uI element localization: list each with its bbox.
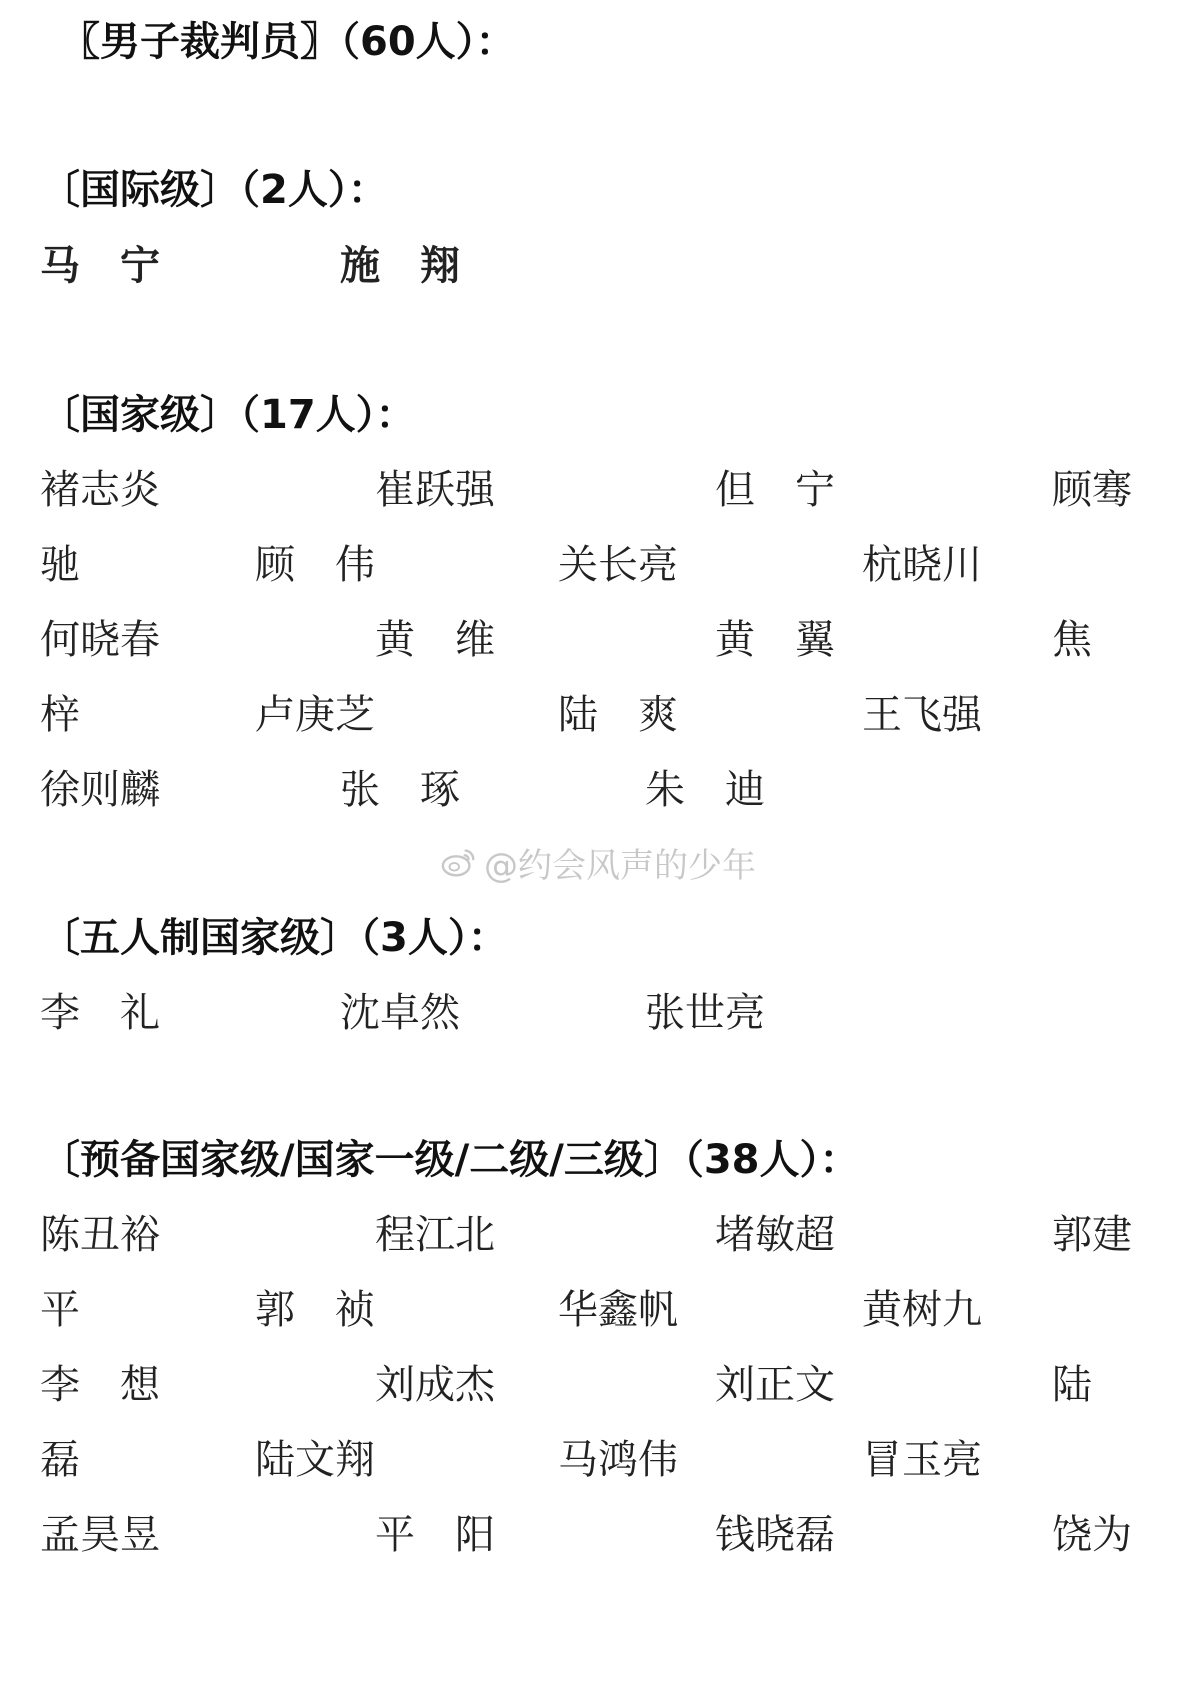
section-heading-international: 〔国际级〕（2人）： bbox=[40, 167, 388, 213]
referee-name: 陈丑裕 bbox=[40, 1212, 160, 1258]
referee-name: 陆 爽 bbox=[558, 692, 678, 738]
watermark-text: @约会风声的少年 bbox=[484, 845, 756, 886]
referee-name: 刘成杰 bbox=[375, 1362, 495, 1408]
referee-name: 驰 bbox=[40, 542, 80, 588]
referee-name: 堵敏超 bbox=[715, 1212, 835, 1258]
referee-name: 沈卓然 bbox=[340, 990, 460, 1036]
referee-name: 程江北 bbox=[375, 1212, 495, 1258]
referee-name: 崔跃强 bbox=[375, 467, 495, 513]
name-row bbox=[0, 760, 1179, 820]
referee-name: 徐则麟 bbox=[40, 767, 160, 813]
section-heading-line bbox=[0, 1130, 1179, 1190]
referee-name: 卢庚芝 bbox=[255, 692, 375, 738]
name-row bbox=[0, 460, 1179, 520]
name-row bbox=[0, 1505, 1179, 1565]
referee-name: 孟昊昱 bbox=[40, 1512, 160, 1558]
referee-name: 郭建 bbox=[1052, 1212, 1132, 1258]
page-title: 〖男子裁判员〗（60人）： bbox=[60, 19, 516, 65]
referee-name: 张世亮 bbox=[645, 990, 765, 1036]
section-heading-line bbox=[0, 908, 1179, 968]
referee-name: 黄树九 bbox=[862, 1287, 982, 1333]
referee-name: 冒玉亮 bbox=[862, 1437, 982, 1483]
section-heading-line bbox=[0, 160, 1179, 220]
name-row bbox=[0, 1205, 1179, 1265]
referee-name: 褚志炎 bbox=[40, 467, 160, 513]
name-row bbox=[0, 610, 1179, 670]
referee-name: 李 想 bbox=[40, 1362, 160, 1408]
referee-name: 郭 祯 bbox=[255, 1287, 375, 1333]
referee-name: 刘正文 bbox=[715, 1362, 835, 1408]
name-row bbox=[0, 1430, 1179, 1490]
name-row bbox=[0, 535, 1179, 595]
section-heading-futsal: 〔五人制国家级〕（3人）： bbox=[40, 915, 508, 961]
referee-name: 饶为 bbox=[1052, 1512, 1132, 1558]
name-row bbox=[0, 983, 1179, 1043]
referee-name: 陆文翔 bbox=[255, 1437, 375, 1483]
referee-name: 梓 bbox=[40, 692, 80, 738]
referee-name: 焦 bbox=[1052, 617, 1092, 663]
section-heading-reserve: 〔预备国家级/国家一级/二级/三级〕（38人）： bbox=[40, 1137, 860, 1183]
weibo-logo-icon bbox=[440, 843, 478, 881]
name-row bbox=[0, 685, 1179, 745]
section-heading-line bbox=[0, 385, 1179, 445]
section-heading-national: 〔国家级〕（17人）： bbox=[40, 392, 416, 438]
referee-name: 陆 bbox=[1052, 1362, 1092, 1408]
referee-name: 关长亮 bbox=[558, 542, 678, 588]
referee-name: 平 bbox=[40, 1287, 80, 1333]
name-row bbox=[0, 1355, 1179, 1415]
title-line bbox=[0, 12, 1179, 72]
referee-name: 杭晓川 bbox=[862, 542, 982, 588]
referee-name: 施 翔 bbox=[340, 243, 460, 289]
referee-name: 顾骞 bbox=[1052, 467, 1132, 513]
referee-name: 顾 伟 bbox=[255, 542, 375, 588]
referee-name: 钱晓磊 bbox=[715, 1512, 835, 1558]
referee-name: 平 阳 bbox=[375, 1512, 495, 1558]
name-row bbox=[0, 236, 1179, 296]
referee-name: 黄 维 bbox=[375, 617, 495, 663]
referee-name: 张 琢 bbox=[340, 767, 460, 813]
referee-name: 何晓春 bbox=[40, 617, 160, 663]
watermark bbox=[440, 837, 756, 887]
referee-name: 磊 bbox=[40, 1437, 80, 1483]
referee-name: 但 宁 bbox=[715, 467, 835, 513]
referee-name: 李 礼 bbox=[40, 990, 160, 1036]
referee-name: 华鑫帆 bbox=[558, 1287, 678, 1333]
referee-name: 黄 翼 bbox=[715, 617, 835, 663]
referee-name: 马鸿伟 bbox=[558, 1437, 678, 1483]
name-row bbox=[0, 1280, 1179, 1340]
referee-name: 王飞强 bbox=[862, 692, 982, 738]
referee-name: 马 宁 bbox=[40, 243, 160, 289]
referee-name: 朱 迪 bbox=[645, 767, 765, 813]
